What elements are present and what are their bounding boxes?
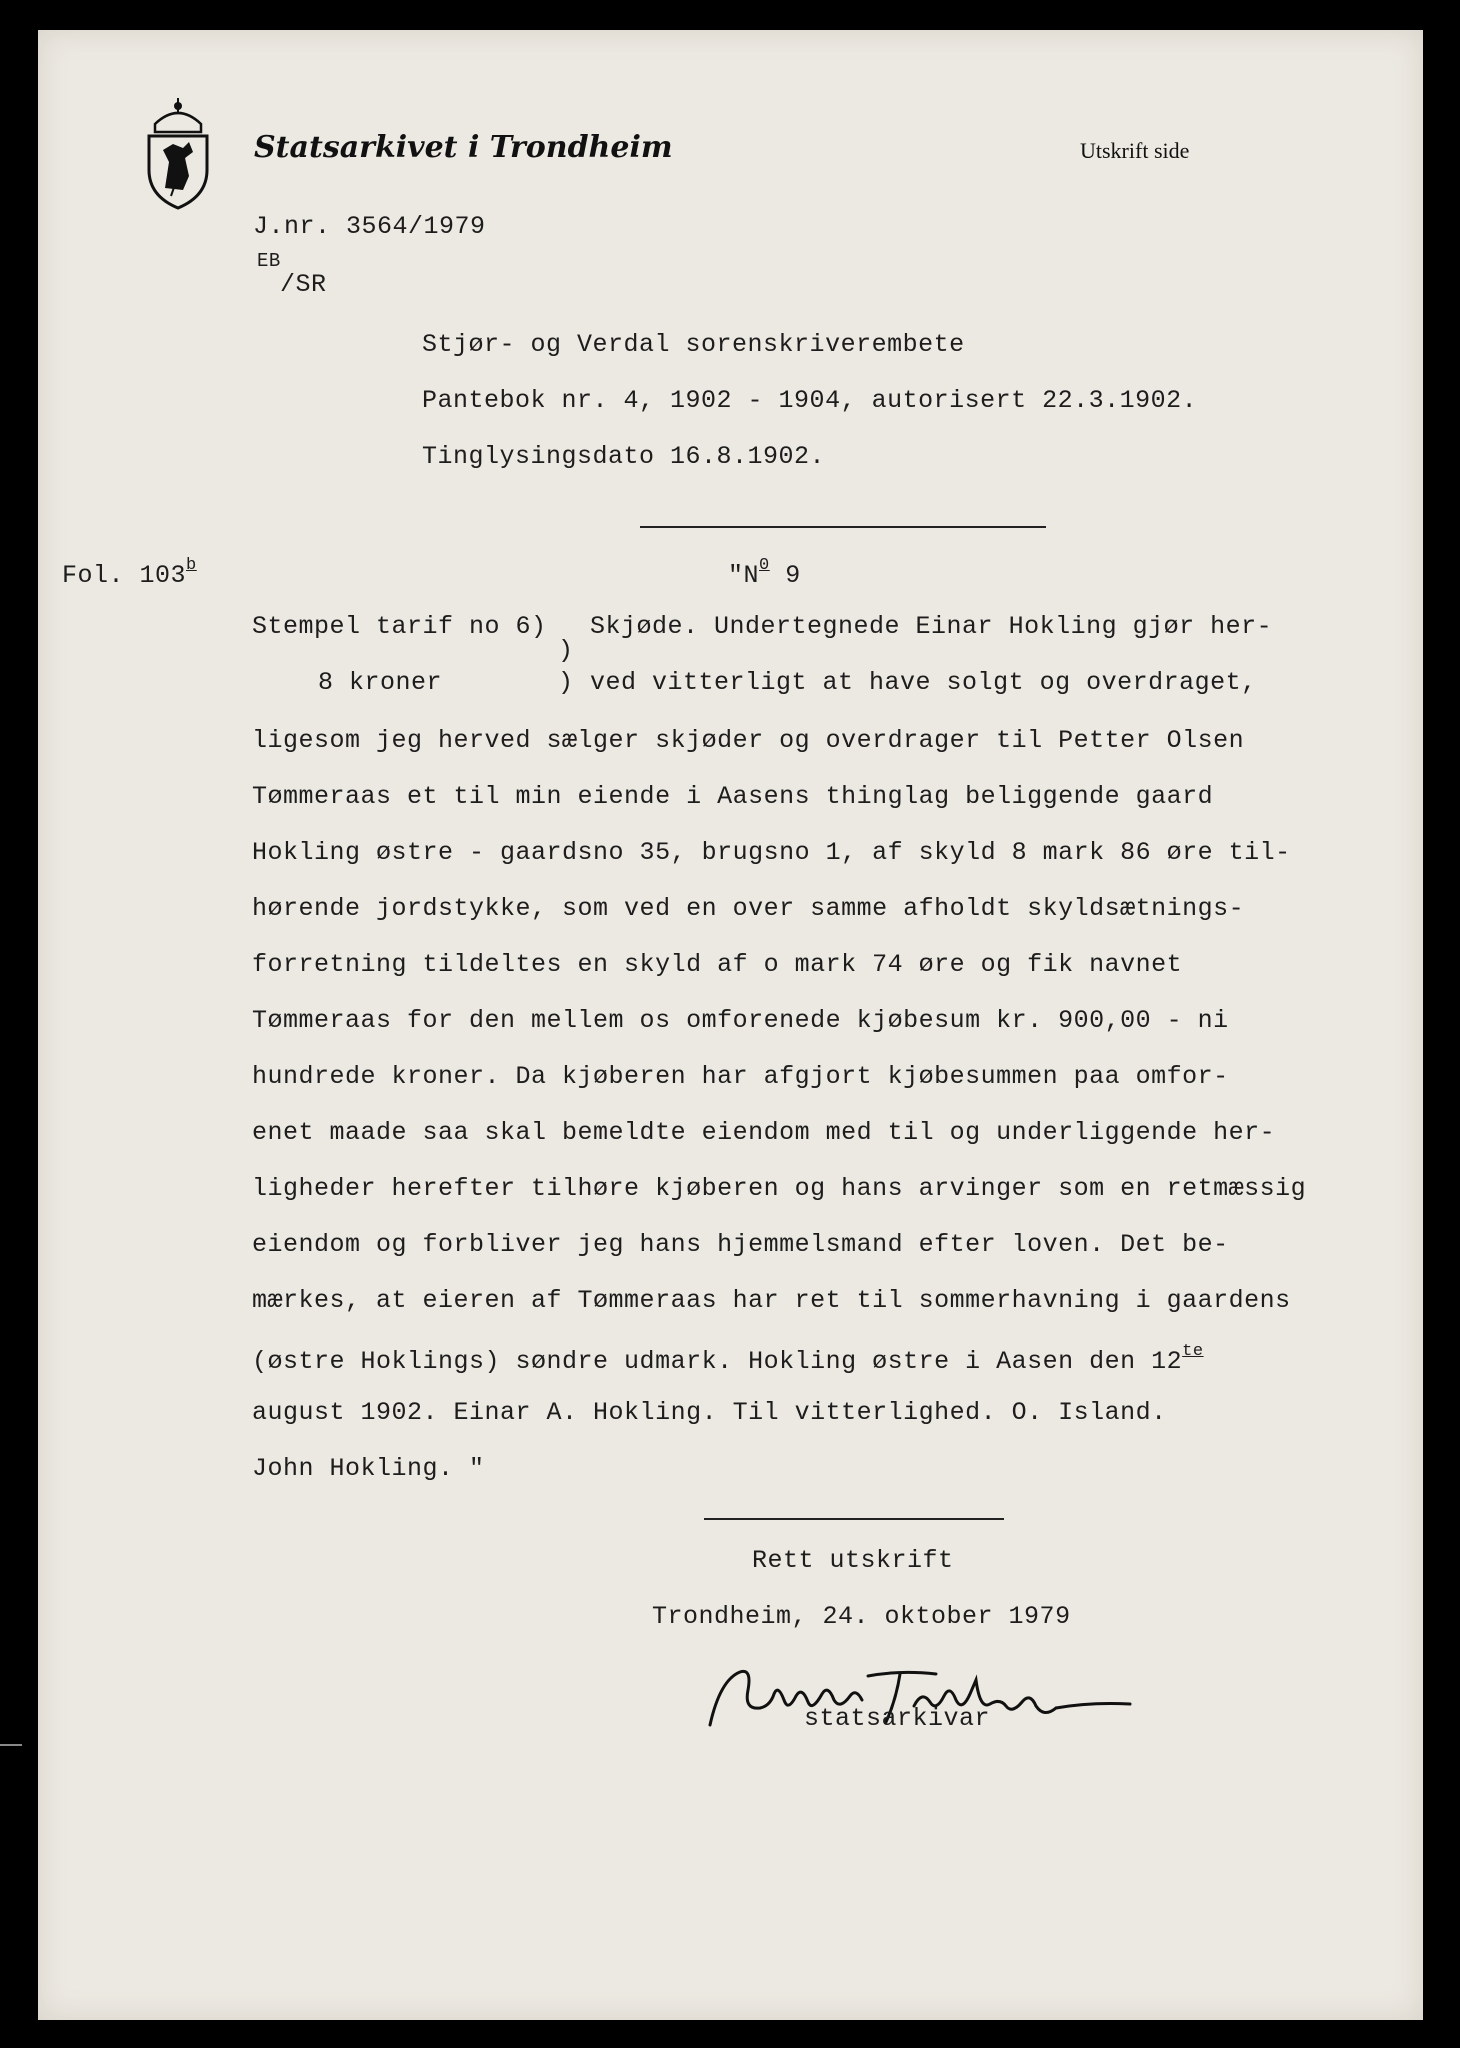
certification-place-date: Trondheim, 24. oktober 1979	[652, 1602, 1071, 1631]
body-line: mærkes, at eieren af Tømmeraas har ret til sommerhavning i gaardens	[252, 1286, 1291, 1315]
body-line: Tømmeraas et til min eiende i Aasens thinglag beliggende gaard	[252, 782, 1214, 811]
body-line: forretning tildeltes en skyld af o mark 74 øre og fik navnet	[252, 950, 1183, 979]
body-line: ligheder herefter tilhøre kjøberen og hans arvinger som en retmæssig	[252, 1174, 1307, 1203]
body-line: Hokling østre - gaardsno 35, brugsno 1, af skyld 8 mark 86 øre til-	[252, 838, 1291, 867]
initials-bottom: /SR	[280, 270, 327, 299]
body-line: Tømmeraas for den mellem os omforenede kjøbesum kr. 900,00 - ni	[252, 1006, 1229, 1035]
norwegian-coat-of-arms-icon	[143, 92, 213, 212]
body-line: hundrede kroner. Da kjøberen har afgjort kjøbesummen paa omfor-	[252, 1062, 1229, 1091]
body-line: ligesom jeg herved sælger skjøder og overdrager til Petter Olsen	[252, 726, 1245, 755]
body-line: eiendom og forbliver jeg hans hjemmelsmand efter loven. Det be-	[252, 1230, 1229, 1259]
stamp-amount: 8 kroner	[318, 668, 443, 697]
body-line: ved vitterligt at have solgt og overdraget,	[590, 668, 1257, 697]
source-date: Tinglysingsdato 16.8.1902.	[422, 442, 826, 471]
margin-mark	[0, 1744, 22, 1746]
stamp-tariff: Stempel tarif no 6)	[252, 612, 547, 641]
body-line: (østre Hoklings) søndre udmark. Hokling østre i Aasen den $12^{te}$	[252, 1342, 1204, 1376]
body-line: hørende jordstykke, som ved en over samme afholdt skyldsætnings-	[252, 894, 1245, 923]
institution-letterhead: Statsarkivet i Trondheim	[254, 130, 673, 165]
body-line: Skjøde. Undertegnede Einar Hokling gjør her-	[590, 612, 1273, 641]
certification-label: Rett utskrift	[752, 1546, 954, 1575]
source-book: Pantebok nr. 4, 1902 - 1904, autorisert 22.3.1902.	[422, 386, 1198, 415]
certification-title: statsarkivar	[804, 1704, 991, 1733]
body-line: John Hokling. "	[252, 1454, 485, 1483]
certification-divider	[704, 1518, 1004, 1520]
header-divider	[640, 526, 1046, 528]
body-line: august 1902. Einar A. Hokling. Til vitterlighed. O. Island.	[252, 1398, 1167, 1427]
source-office: Stjør- og Verdal sorenskriverembete	[422, 330, 965, 359]
stamp-bracket-2: )	[558, 668, 574, 697]
entry-number: "$N^0$ 9	[728, 556, 801, 590]
stamp-bracket: )	[558, 636, 574, 665]
journal-number: J.nr. 3564/1979	[253, 212, 486, 241]
body-line: enet maade saa skal bemeldte eiendom med til og underliggende her-	[252, 1118, 1276, 1147]
page-label: Utskrift side	[1080, 138, 1190, 163]
folio-number: Fol. 103$^b$	[62, 556, 197, 590]
initials-top: EB	[257, 250, 281, 272]
